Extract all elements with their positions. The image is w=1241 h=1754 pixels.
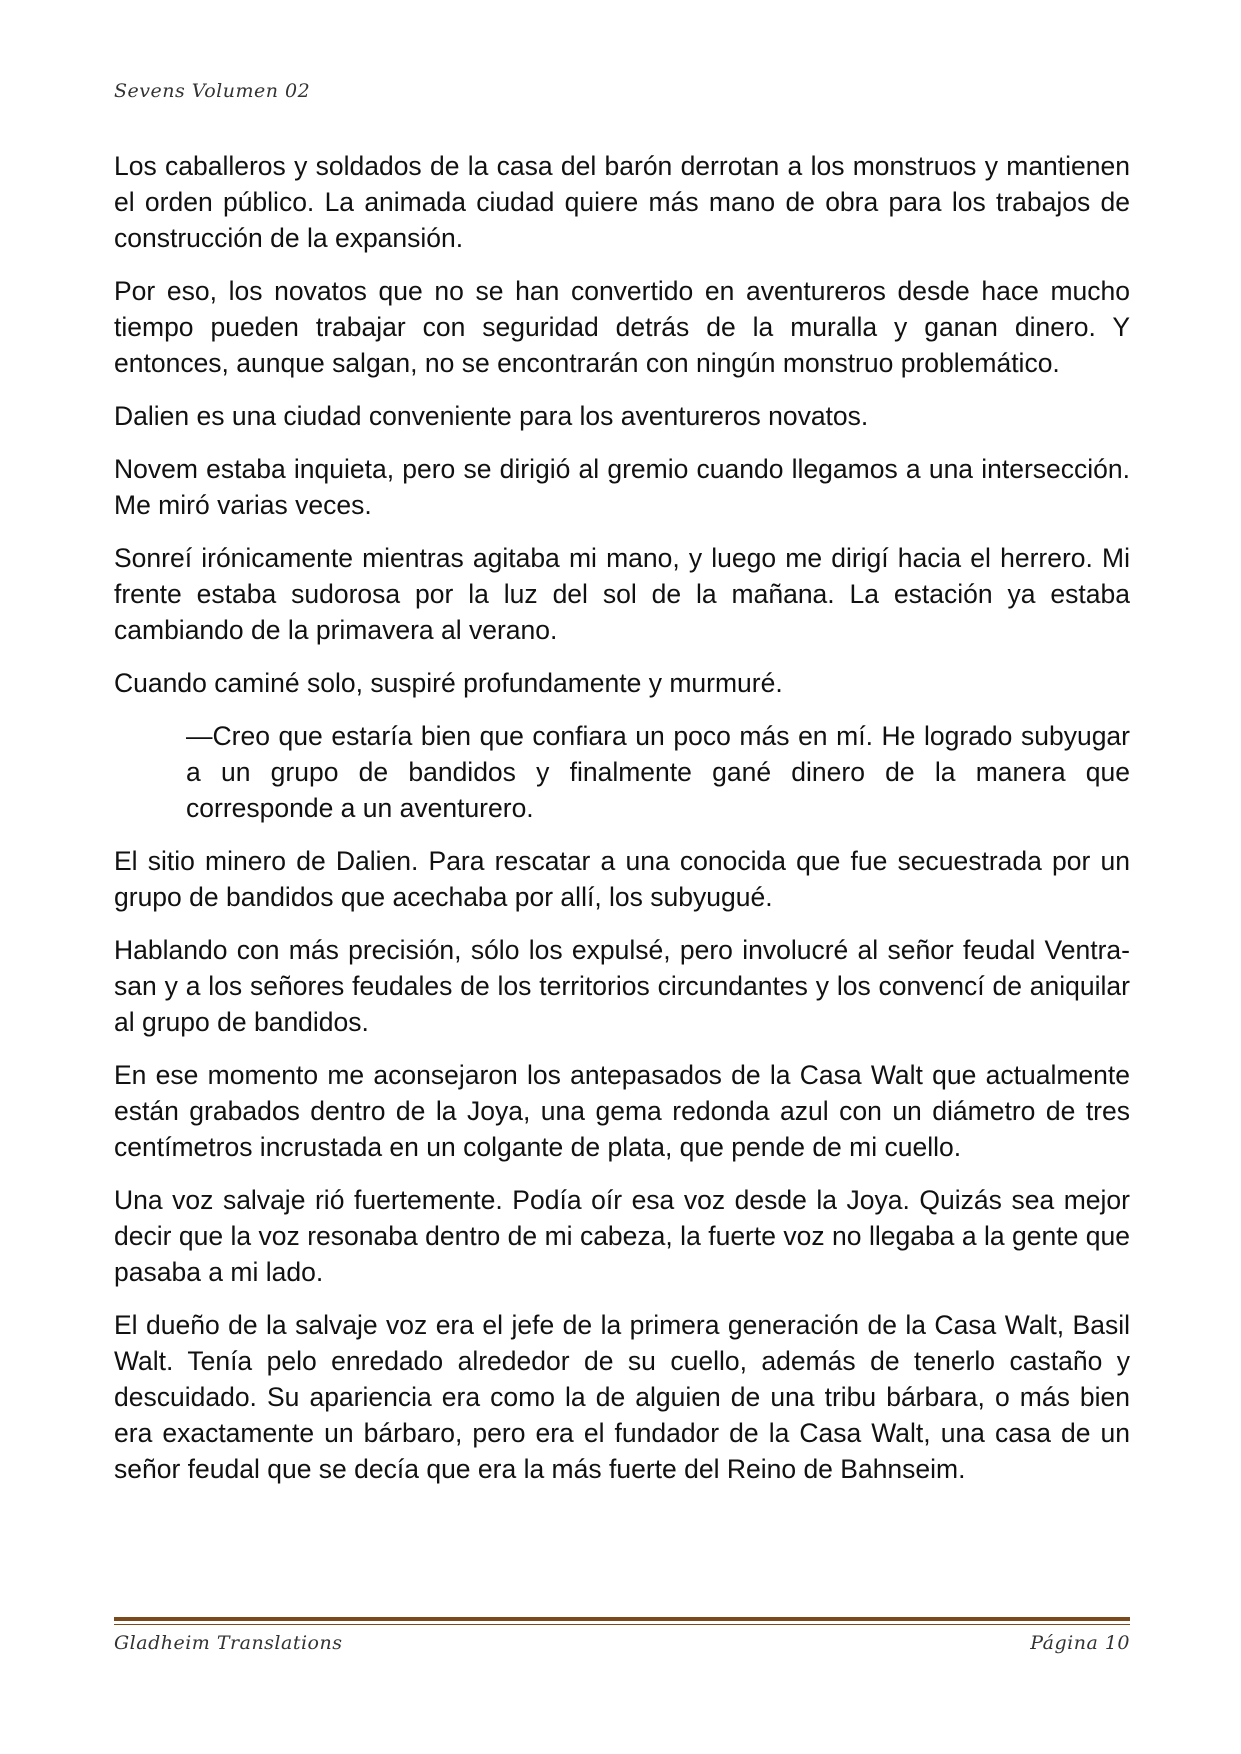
paragraph: El dueño de la salvaje voz era el jefe de la primera generación de la Casa Walt, Basil Walt. Tenía pelo enredado alrededor de su cuello, además de tenerlo castaño y descuidado. Su apariencia era como la de alguien de una tribu bárbara, o más bien era exactamente un bárbaro, pero era el fundador de la Casa Walt, una casa de un señor feudal que se decía que era la más fuerte del Reino de Bahnseim.: [114, 1310, 1130, 1484]
running-header: Sevens Volumen 02: [114, 80, 311, 102]
paragraph: Cuando caminé solo, suspiré profundamente y murmuré.: [114, 668, 783, 698]
paragraph: El sitio minero de Dalien. Para rescatar a una conocida que fue secuestrada por un grupo de bandidos que acechaba por allí, los subyugué.: [114, 846, 1130, 912]
page-number: Página 10: [1030, 1632, 1130, 1654]
paragraph: Dalien es una ciudad conveniente para los aventureros novatos.: [114, 401, 869, 431]
footer-rule-thin: [114, 1624, 1130, 1625]
paragraph: Una voz salvaje rió fuertemente. Podía oír esa voz desde la Joya. Quizás sea mejor decir que la voz resonaba dentro de mi cabeza, la fuerte voz no llegaba a la gente que pasaba a mi lado.: [114, 1185, 1130, 1287]
footer-publisher: Gladheim Translations: [114, 1632, 343, 1654]
paragraph: Hablando con más precisión, sólo los expulsé, pero involucré al señor feudal Ventra-san y a los señores feudales de los territorios circundantes y los convencí de aniquilar al grupo de bandidos.: [114, 935, 1130, 1037]
paragraph: En ese momento me aconsejaron los antepasados de la Casa Walt que actualmente están grabados dentro de la Joya, una gema redonda azul con un diámetro de tres centímetros incrustada en un colgante de plata, que pende de mi cuello.: [114, 1060, 1130, 1162]
body-text: [114, 148, 1130, 1504]
paragraph: Sonreí irónicamente mientras agitaba mi mano, y luego me dirigí hacia el herrero. Mi frente estaba sudorosa por la luz del sol de la mañana. La estación ya estaba cambiando de la primavera al verano.: [114, 543, 1130, 645]
dialogue-quote: —Creo que estaría bien que confiara un poco más en mí. He logrado subyugar a un grupo de bandidos y finalmente gané dinero de la manera que corresponde a un aventurero.: [186, 721, 1130, 823]
paragraph: Por eso, los novatos que no se han convertido en aventureros desde hace mucho tiempo pueden trabajar con seguridad detrás de la muralla y ganan dinero. Y entonces, aunque salgan, no se encontrarán con ningún monstruo problemático.: [114, 276, 1130, 378]
footer-rule: [114, 1617, 1130, 1621]
paragraph: Novem estaba inquieta, pero se dirigió al gremio cuando llegamos a una intersección. Me miró varias veces.: [114, 454, 1130, 520]
paragraph: Los caballeros y soldados de la casa del barón derrotan a los monstruos y mantienen el orden público. La animada ciudad quiere más mano de obra para los trabajos de construcción de la expansión.: [114, 151, 1130, 253]
